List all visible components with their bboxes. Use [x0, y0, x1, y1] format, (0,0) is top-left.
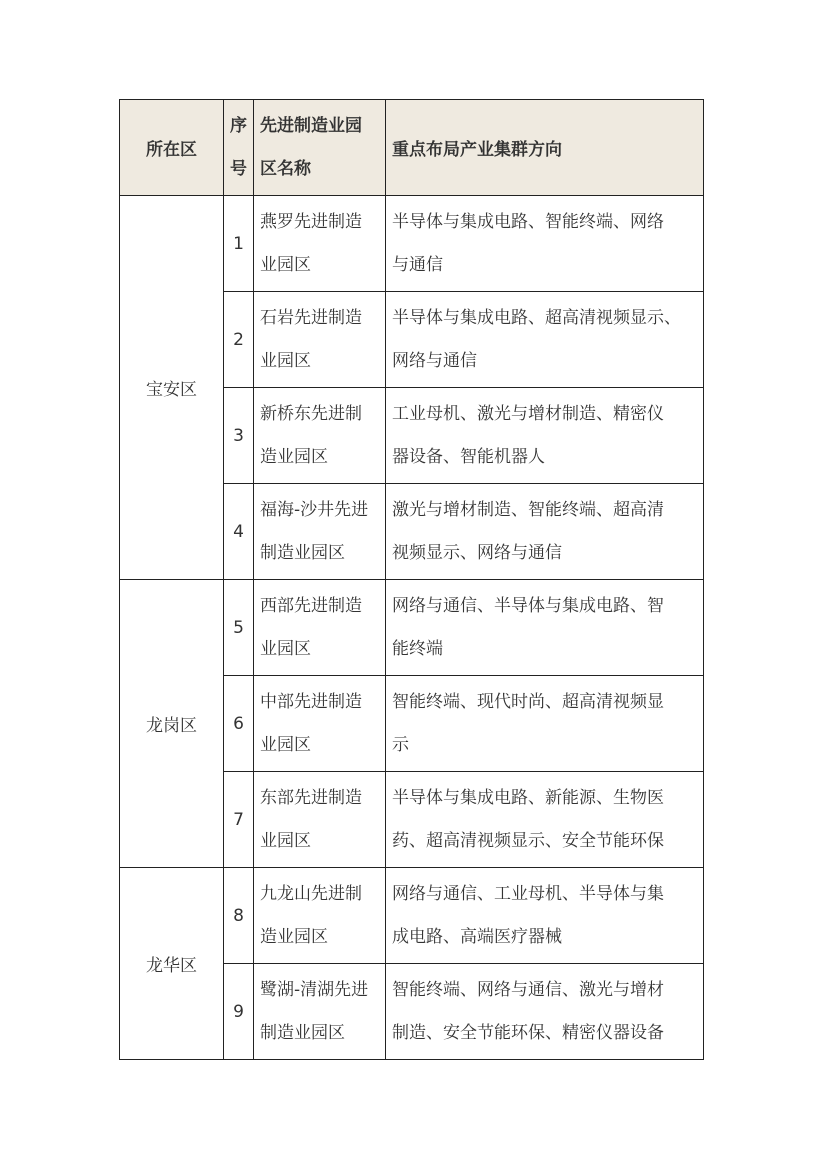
park-name-cell: 新桥东先进制 造业园区 [254, 388, 386, 484]
row-number: 3 [224, 388, 254, 484]
industry-direction-cell: 工业母机、激光与增材制造、精密仪 器设备、智能机器人 [386, 388, 704, 484]
park-name-cell: 九龙山先进制 造业园区 [254, 868, 386, 964]
industry-direction-cell: 网络与通信、半导体与集成电路、智 能终端 [386, 580, 704, 676]
row-number: 2 [224, 292, 254, 388]
row-number: 8 [224, 868, 254, 964]
header-number: 序 号 [224, 100, 254, 196]
district-cell: 龙华区 [120, 868, 224, 1060]
park-name-cell: 中部先进制造 业园区 [254, 676, 386, 772]
table-row [120, 580, 704, 676]
header-industry-direction: 重点布局产业集群方向 [386, 100, 704, 196]
park-name-cell: 西部先进制造 业园区 [254, 580, 386, 676]
industry-direction-cell: 智能终端、网络与通信、激光与增材 制造、安全节能环保、精密仪器设备 [386, 964, 704, 1060]
table-row [120, 196, 704, 292]
industry-direction-cell: 半导体与集成电路、智能终端、网络 与通信 [386, 196, 704, 292]
park-name-cell: 福海-沙井先进 制造业园区 [254, 484, 386, 580]
industry-direction-cell: 智能终端、现代时尚、超高清视频显 示 [386, 676, 704, 772]
table-row [120, 868, 704, 964]
row-number: 7 [224, 772, 254, 868]
park-name-cell: 石岩先进制造 业园区 [254, 292, 386, 388]
row-number: 1 [224, 196, 254, 292]
row-number: 5 [224, 580, 254, 676]
row-number: 9 [224, 964, 254, 1060]
industrial-park-table [119, 99, 704, 1060]
park-name-cell: 鹭湖-清湖先进 制造业园区 [254, 964, 386, 1060]
industry-direction-cell: 半导体与集成电路、超高清视频显示、 网络与通信 [386, 292, 704, 388]
district-cell: 龙岗区 [120, 580, 224, 868]
header-district: 所在区 [120, 100, 224, 196]
park-name-cell: 燕罗先进制造 业园区 [254, 196, 386, 292]
district-cell: 宝安区 [120, 196, 224, 580]
industry-direction-cell: 激光与增材制造、智能终端、超高清 视频显示、网络与通信 [386, 484, 704, 580]
header-park-name: 先进制造业园 区名称 [254, 100, 386, 196]
row-number: 6 [224, 676, 254, 772]
table-header-row [120, 100, 704, 196]
industry-direction-cell: 半导体与集成电路、新能源、生物医 药、超高清视频显示、安全节能环保 [386, 772, 704, 868]
park-name-cell: 东部先进制造 业园区 [254, 772, 386, 868]
industry-direction-cell: 网络与通信、工业母机、半导体与集 成电路、高端医疗器械 [386, 868, 704, 964]
row-number: 4 [224, 484, 254, 580]
